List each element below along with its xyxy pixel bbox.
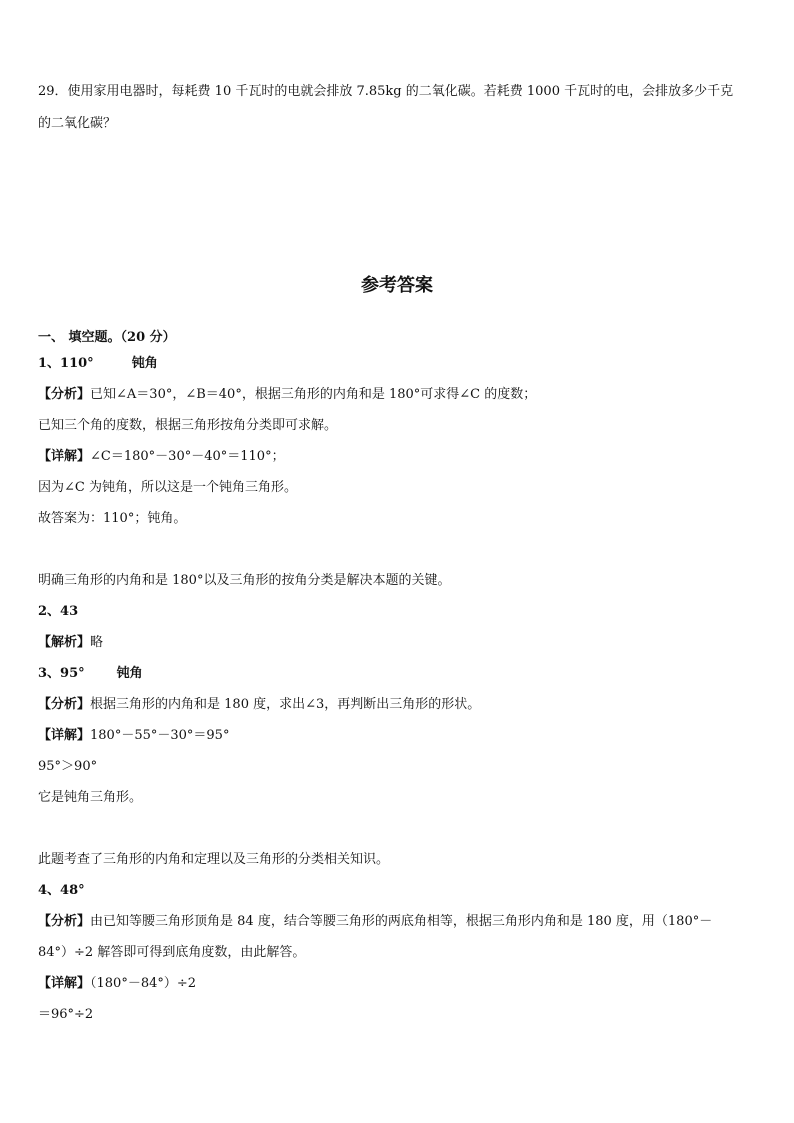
question-29-line-1: 29．使用家用电器时，每耗费 10 千瓦时的电就会排放 7.85kg 的二氧化碳。若耗费 1000 千瓦时的电，会排放多少千克 [38, 84, 734, 99]
answer-3-analysis-text: 根据三角形的内角和是 180 度，求出∠3，再判断出三角形的形状。 [90, 697, 481, 712]
answer-2-head: 2、43 [38, 604, 79, 619]
answer-4-detail [38, 976, 196, 992]
answer-1-line-3: 因为∠C 为钝角，所以这是一个钝角三角形。 [38, 480, 297, 495]
answer-3-analysis [38, 697, 480, 713]
answer-4-analysis-line-2: 84°）÷2 解答即可得到底角度数，由此解答。 [38, 945, 306, 960]
answer-1-note: 明确三角形的内角和是 180°以及三角形的按角分类是解决本题的关键。 [38, 573, 451, 588]
answer-1-value: 1、110° [38, 356, 94, 371]
answer-4-analysis-tag: 【分析】 [38, 914, 91, 929]
answer-4-head: 4、48° [38, 883, 85, 898]
answer-2-analysis-tag: 【解析】 [38, 635, 91, 650]
answer-4-analysis-text: 由已知等腰三角形顶角是 84 度，结合等腰三角形的两底角相等，根据三角形内角和是 180 度，用（180°－ [90, 914, 713, 929]
answer-3-analysis-tag: 【分析】 [38, 697, 91, 712]
answer-3-line-3: 95°＞90° [38, 759, 98, 774]
answers-title: 参考答案 [361, 275, 433, 296]
answer-1-analysis-line-2: 已知三个角的度数，根据三角形按角分类即可求解。 [38, 418, 338, 433]
answer-2-analysis-text: 略 [90, 635, 104, 650]
section-heading: 一、 填空题。（20 分） [38, 330, 176, 345]
answer-1-extra: 钝角 [131, 356, 158, 371]
answer-3-value: 3、95° [38, 666, 85, 681]
answer-3-extra: 钝角 [116, 666, 143, 681]
answer-2-analysis [38, 635, 103, 651]
answer-3-detail [38, 728, 229, 744]
answer-4-analysis [38, 914, 712, 930]
answer-1-analysis-text: 已知∠A＝30°，∠B＝40°，根据三角形的内角和是 180°可求得∠C 的度数； [90, 387, 537, 402]
answer-3-line-4: 它是钝角三角形。 [38, 790, 143, 805]
answer-3-head [38, 666, 143, 682]
question-29-line-2: 的二氧化碳？ [38, 116, 117, 131]
answer-4-detail-tag: 【详解】 [38, 976, 91, 991]
answer-1-analysis-tag: 【分析】 [38, 387, 91, 402]
answer-3-detail-text: 180°－55°－30°＝95° [90, 728, 230, 743]
answer-1-detail-text: ∠C＝180°－30°－40°＝110°； [90, 449, 285, 464]
answer-4-line-3: ＝96°÷2 [38, 1007, 94, 1022]
answer-1-head [38, 356, 158, 372]
answer-3-note: 此题考查了三角形的内角和定理以及三角形的分类相关知识。 [38, 852, 390, 867]
answer-1-analysis [38, 387, 536, 403]
answer-4-detail-text: （180°－84°）÷2 [90, 976, 197, 991]
answer-1-detail [38, 449, 285, 465]
answer-1-detail-tag: 【详解】 [38, 449, 91, 464]
answer-1-line-4: 故答案为：110°；钝角。 [38, 511, 187, 526]
answer-3-detail-tag: 【详解】 [38, 728, 91, 743]
